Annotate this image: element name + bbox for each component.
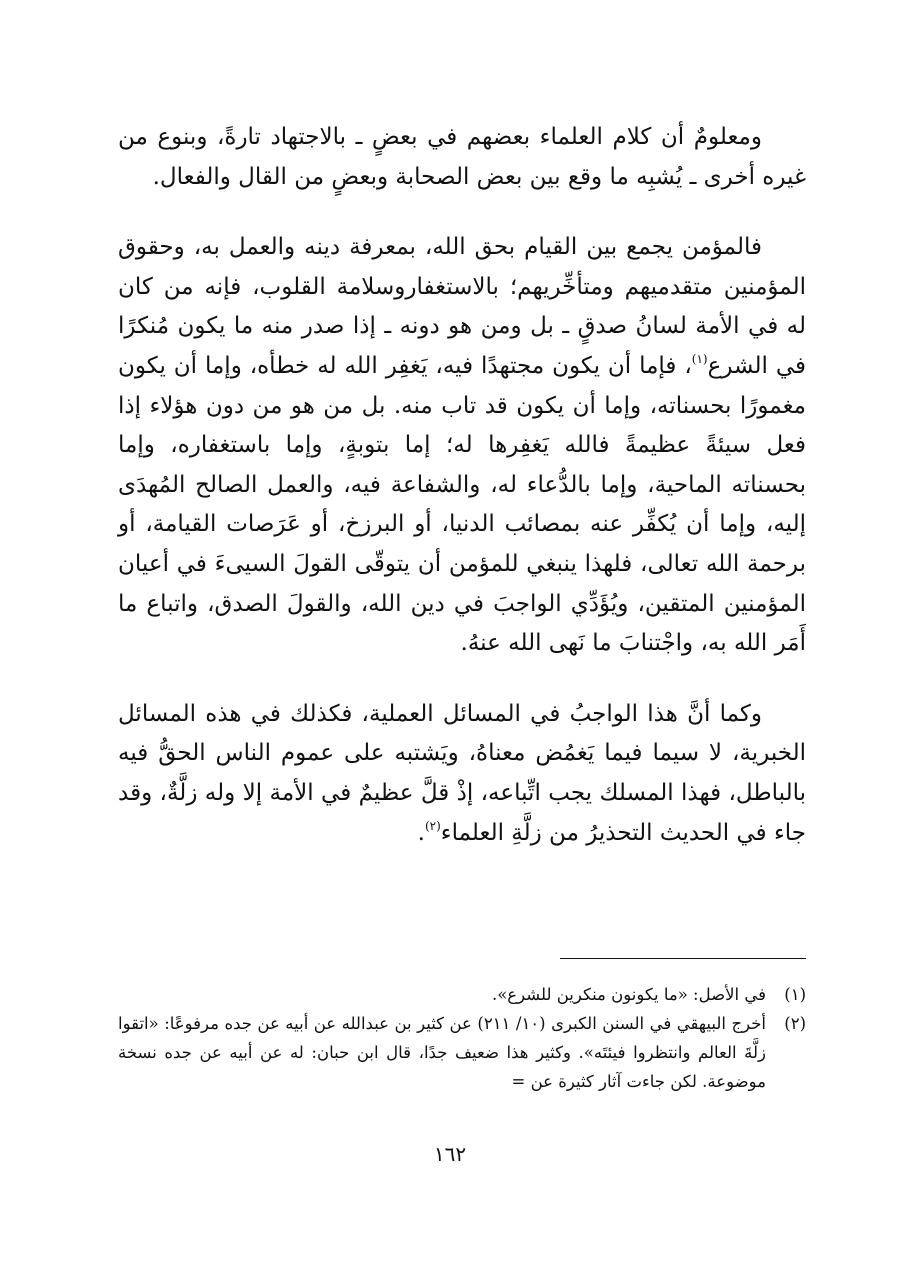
footnote-2	[118, 1009, 806, 1096]
page-number: ١٦٢	[433, 1142, 467, 1166]
footnote-marker-2[interactable]: (٢)	[424, 818, 441, 833]
page-body	[118, 118, 806, 853]
paragraph-2-text-after: ، فإما أن يكون مجتهدًا فيه، يَغفِر الله له خطأه، وإما أن يكون مغمورًا بحسناته، وإما أن يكون قد تاب منه. بل من هو من دون هؤلاء إذا فعل سيئةً عظيمةً فالله يَغفِرها له؛ إما بتوبةٍ، وإما باستغفاره، وإما بحسناته الماحية، وإما بالدُّعاء له، والشفاعة فيه، والعمل الصالح المُهدَى إليه، وإما أن يُكفِّر عنه بمصائب الدنيا، أو البرزخ، أو عَرَصات القيامة، أو برحمة الله تعالى، فلهذا ينبغي للمؤمن أن يتوقّى القولَ السيىءَ في أعيان المؤمنين المتقين، ويُؤَدِّي الواجبَ في دين الله، والقولَ الصدق، واتباع ما أَمَر الله به، واجْتنابَ ما نَهى الله عنهُ.	[118, 352, 806, 657]
paragraph-1: ومعلومٌ أن كلام العلماء بعضهم في بعضٍ ـ بالاجتهاد تارةً، وبنوع من غيره أخرى ـ يُشبِه ما وقع بين بعض الصحابة وبعضٍ من القال والفعال.	[118, 124, 806, 190]
footnotes	[118, 980, 806, 1096]
paragraph-2-text-before: فالمؤمن يجمع بين القيام بحق الله، بمعرفة دينه والعمل به، وحقوق المؤمنين متقدميهم ومتأخِّريهم؛ بالاستغفاروسلامة القلوب، فإنه من كان له في الأمة لسانُ صدقٍ ـ بل ومن هو دونه ـ إذا صدر منه ما يكون مُنكرًا في الشرع	[118, 234, 806, 379]
footnote-1	[118, 980, 806, 1009]
footnote-separator	[560, 958, 806, 959]
paragraph-2	[118, 228, 806, 664]
footnote-2-number: (٢)	[784, 1014, 806, 1033]
footnote-marker-1[interactable]: (١)	[691, 351, 708, 366]
main-text	[118, 118, 806, 853]
footnote-2-text: أخرج البيهقي في السنن الكبرى (١٠/ ٢١١) عن كثير بن عبدالله عن أبيه عن جده مرفوعًا: «اتقوا زلَّةَ العالم وانتظروا فيئتَه». وكثير هذا ضعيف جدًا، قال ابن حبان: له عن أبيه عن جده نسخة موضوعة. لكن جاءت آثار كثيرة عن =	[118, 1014, 766, 1091]
paragraph-3	[118, 695, 806, 853]
paragraph-3-text-after: .	[417, 819, 425, 846]
footnote-1-text: في الأصل: «ما يكونون منكرين للشرع».	[491, 985, 766, 1004]
paragraph-3-text-before: وكما أنَّ هذا الواجبُ في المسائل العملية، فكذلك في هذه المسائل الخبرية، لا سيما فيما يَغمُض معناهُ، ويَشتبه على عموم الناس الحقُّ فيه بالباطل، فهذا المسلك يجب اتِّباعه، إذْ قلَّ عظيمٌ في الأمة إلا وله زلَّةٌ، وقد جاء في الحديث التحذيرُ من زلَّةِ العلماء	[118, 700, 806, 846]
footnote-1-number: (١)	[784, 985, 806, 1004]
